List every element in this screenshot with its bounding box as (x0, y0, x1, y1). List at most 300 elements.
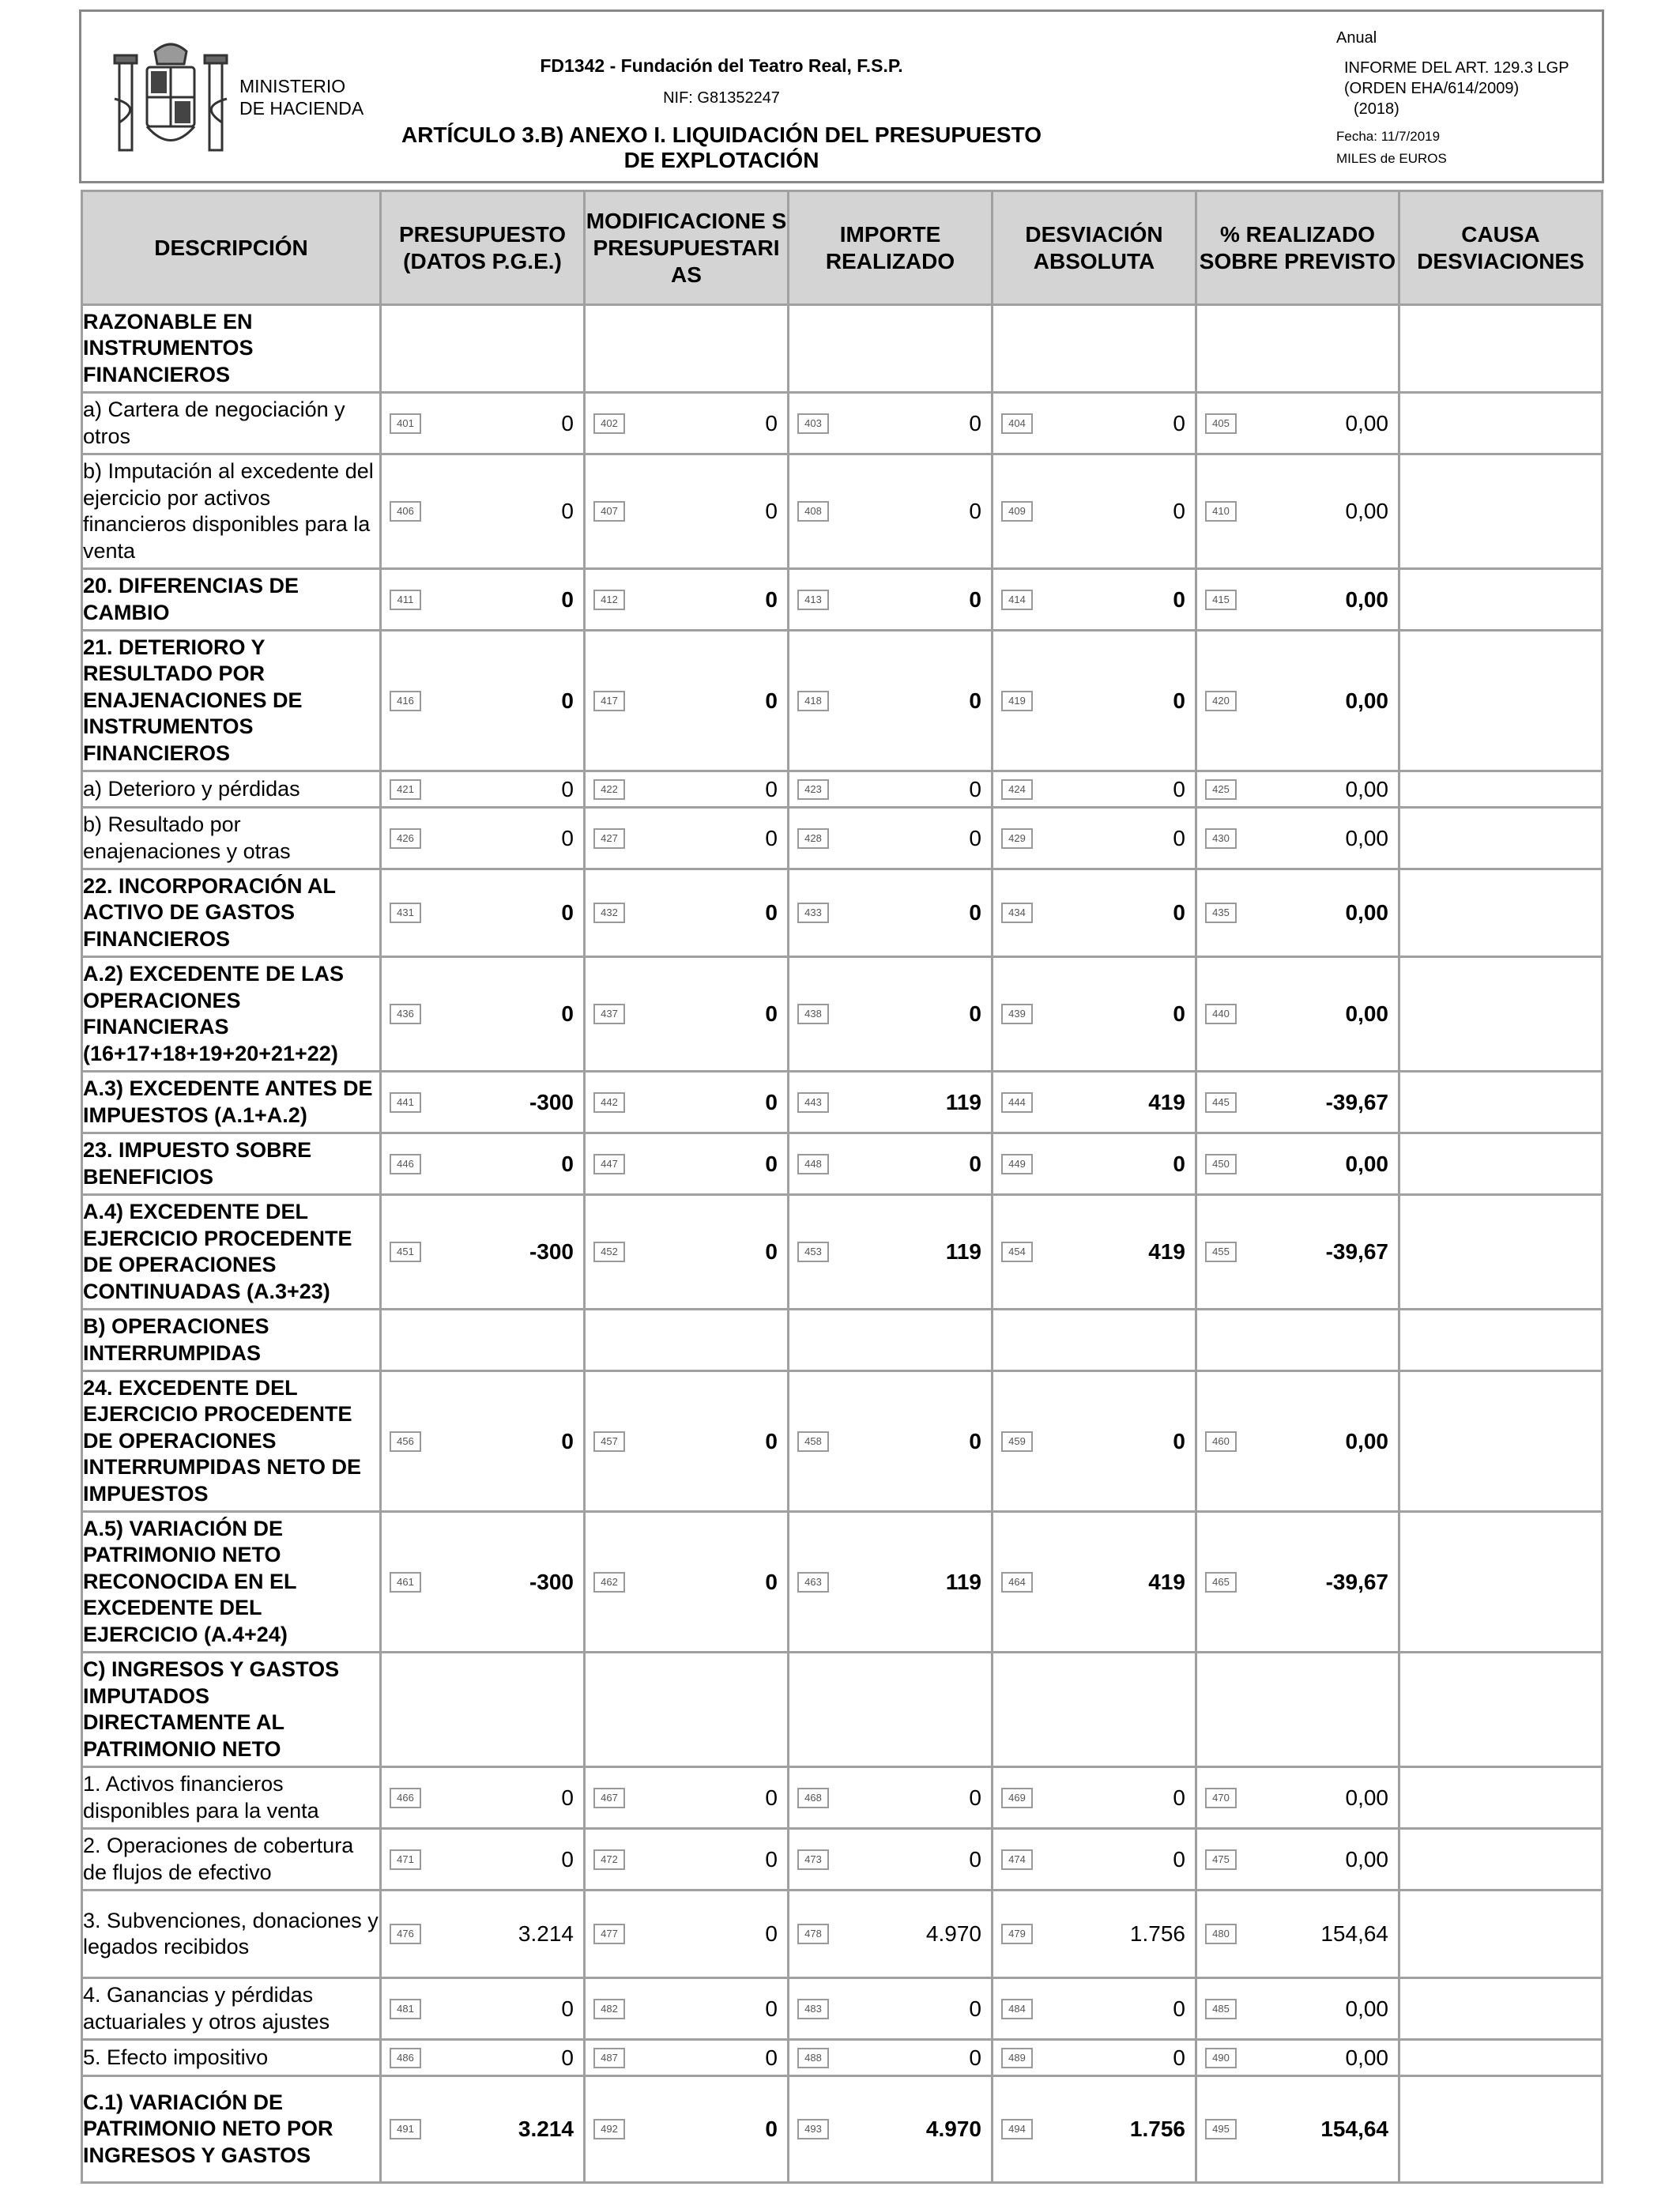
value-cell (993, 1512, 1196, 1653)
value-cell (789, 2040, 993, 2076)
cell-value: 0 (969, 688, 981, 713)
row-description: b) Resultado por enajenaciones y otras (82, 808, 381, 869)
cell-value: 419 (1148, 1089, 1185, 1114)
field-code-box: 438 (797, 1004, 829, 1024)
value-cell (993, 1978, 1196, 2040)
field-code-box: 416 (390, 691, 421, 711)
entity-nif: NIF: G81352247 (663, 89, 780, 107)
col-header-porcentaje: % REALIZADO SOBRE PREVISTO (1196, 191, 1399, 305)
cell-value: 0 (1173, 688, 1185, 713)
cell-value: 0 (561, 900, 574, 925)
table-row (82, 631, 1603, 771)
field-code-box: 436 (390, 1004, 421, 1024)
field-code-box: 467 (593, 1788, 625, 1808)
value-cell (1196, 957, 1399, 1072)
cell-value: 3.214 (518, 2117, 574, 2141)
cell-value: 0 (765, 1569, 778, 1594)
col-header-presupuesto: PRESUPUESTO (DATOS P.G.E.) (381, 191, 585, 305)
field-code-box: 429 (1001, 828, 1033, 849)
field-code-box: 473 (797, 1849, 829, 1870)
field-code-box: 432 (593, 903, 625, 923)
informe-line-2: (ORDEN EHA/614/2009) (1344, 80, 1520, 97)
causa-cell (1399, 1891, 1603, 1978)
report-date: Fecha: 11/7/2019 (1336, 129, 1441, 144)
cell-value: 0 (969, 900, 981, 925)
value-cell (789, 957, 993, 1072)
value-cell (381, 305, 585, 393)
field-code-box: 488 (797, 2048, 829, 2068)
cell-value: 0,00 (1345, 1846, 1388, 1872)
value-cell (381, 1310, 585, 1371)
field-code-box: 414 (1001, 590, 1033, 610)
informe-line-3: (2018) (1354, 100, 1399, 118)
value-cell (585, 1653, 789, 1767)
value-cell (789, 1653, 993, 1767)
col-header-desviacion: DESVIACIÓN ABSOLUTA (993, 191, 1196, 305)
field-code-box: 465 (1205, 1572, 1237, 1593)
cell-value: 0 (765, 1239, 778, 1264)
cell-value: 0 (561, 2045, 574, 2070)
causa-cell (1399, 454, 1603, 569)
field-code-box: 449 (1001, 1154, 1033, 1174)
cell-value: 0 (765, 1089, 778, 1114)
cell-value: 0 (765, 586, 778, 612)
table-row (82, 1310, 1603, 1371)
cell-value: 0,00 (1345, 1785, 1388, 1810)
table-row (82, 808, 1603, 869)
cell-value: 0 (765, 1151, 778, 1176)
value-cell (789, 869, 993, 957)
row-description: 20. DIFERENCIAS DE CAMBIO (82, 569, 381, 631)
value-cell (381, 454, 585, 569)
cell-value: 0 (969, 1428, 981, 1453)
value-cell (1196, 1133, 1399, 1195)
cell-value: -39,67 (1325, 1239, 1388, 1264)
table-row (82, 1072, 1603, 1133)
value-cell (381, 1767, 585, 1829)
field-code-box: 475 (1205, 1849, 1237, 1870)
value-cell (585, 1195, 789, 1310)
causa-cell (1399, 1653, 1603, 1767)
cell-value: 0 (765, 825, 778, 850)
field-code-box: 444 (1001, 1092, 1033, 1113)
cell-value: 0 (765, 1996, 778, 2021)
field-code-box: 479 (1001, 1924, 1033, 1944)
value-cell (381, 1371, 585, 1512)
table-row (82, 454, 1603, 569)
value-cell (1196, 1653, 1399, 1767)
field-code-box: 419 (1001, 691, 1033, 711)
field-code-box: 456 (390, 1431, 421, 1452)
causa-cell (1399, 631, 1603, 771)
cell-value: 0 (969, 410, 981, 435)
value-cell (1196, 1195, 1399, 1310)
row-description: b) Imputación al excedente del ejercicio por activos financieros disponibles para la venta (82, 454, 381, 569)
causa-cell (1399, 569, 1603, 631)
field-code-box: 446 (390, 1154, 421, 1174)
cell-value: 119 (945, 1089, 981, 1114)
cell-value: -39,67 (1325, 1569, 1388, 1594)
value-cell (789, 454, 993, 569)
cell-value: 0 (561, 825, 574, 850)
field-code-box: 410 (1205, 501, 1237, 522)
causa-cell (1399, 771, 1603, 808)
cell-value: 0 (561, 410, 574, 435)
field-code-box: 472 (593, 1849, 625, 1870)
value-cell (789, 771, 993, 808)
value-cell (1196, 2040, 1399, 2076)
field-code-box: 459 (1001, 1431, 1033, 1452)
value-cell (585, 1072, 789, 1133)
causa-cell (1399, 808, 1603, 869)
table-row (82, 1829, 1603, 1891)
cell-value: 0,00 (1345, 1996, 1388, 2021)
row-description: C) INGRESOS Y GASTOS IMPUTADOS DIRECTAMENTE AL PATRIMONIO NETO (82, 1653, 381, 1767)
row-description: 4. Ganancias y pérdidas actuariales y otros ajustes (82, 1978, 381, 2040)
row-description: a) Cartera de negociación y otros (82, 393, 381, 454)
field-code-box: 408 (797, 501, 829, 522)
value-cell (585, 1310, 789, 1371)
value-cell (381, 2040, 585, 2076)
cell-value: 0 (969, 1151, 981, 1176)
row-description: B) OPERACIONES INTERRUMPIDAS (82, 1310, 381, 1371)
table-row (82, 1978, 1603, 2040)
entity-title: FD1342 - Fundación del Teatro Real, F.S.P. (540, 55, 903, 76)
value-cell (993, 771, 1196, 808)
row-description: A.5) VARIACIÓN DE PATRIMONIO NETO RECONOCIDA EN EL EXCEDENTE DEL EJERCICIO (A.4+24) (82, 1512, 381, 1653)
field-code-box: 495 (1205, 2119, 1237, 2139)
ministry-line-1: MINISTERIO (239, 76, 346, 96)
value-cell (585, 1829, 789, 1891)
cell-value: 0 (1173, 499, 1185, 523)
value-cell (1196, 1072, 1399, 1133)
value-cell (993, 957, 1196, 1072)
table-row (82, 869, 1603, 957)
field-code-box: 425 (1205, 779, 1237, 800)
value-cell (1196, 631, 1399, 771)
field-code-box: 481 (390, 1999, 421, 2019)
field-code-box: 492 (593, 2119, 625, 2139)
table-header-row (82, 191, 1603, 305)
cell-value: 0 (561, 1846, 574, 1872)
table-row (82, 1891, 1603, 1978)
cell-value: 0,00 (1345, 499, 1388, 523)
table-row (82, 1653, 1603, 1767)
cell-value: 0 (561, 1001, 574, 1026)
value-cell (381, 1891, 585, 1978)
value-cell (789, 2076, 993, 2183)
field-code-box: 412 (593, 590, 625, 610)
value-cell (1196, 569, 1399, 631)
cell-value: 0,00 (1345, 2045, 1388, 2070)
row-description: 2. Operaciones de cobertura de flujos de efectivo (82, 1829, 381, 1891)
cell-value: 0 (1173, 1846, 1185, 1872)
field-code-box: 417 (593, 691, 625, 711)
field-code-box: 426 (390, 828, 421, 849)
value-cell (789, 1195, 993, 1310)
causa-cell (1399, 1371, 1603, 1512)
field-code-box: 484 (1001, 1999, 1033, 2019)
field-code-box: 406 (390, 501, 421, 522)
value-cell (789, 569, 993, 631)
value-cell (381, 1978, 585, 2040)
causa-cell (1399, 393, 1603, 454)
value-cell (381, 1512, 585, 1653)
value-cell (381, 1829, 585, 1891)
cell-value: 3.214 (518, 1921, 574, 1946)
value-cell (993, 1195, 1196, 1310)
value-cell (789, 631, 993, 771)
value-cell (381, 2076, 585, 2183)
field-code-box: 464 (1001, 1572, 1033, 1593)
value-cell (585, 957, 789, 1072)
field-code-box: 407 (593, 501, 625, 522)
report-article-title: ARTÍCULO 3.B) ANEXO I. LIQUIDACIÓN DEL PRESUPUESTO DE EXPLOTACIÓN (401, 123, 1042, 172)
row-description: 3. Subvenciones, donaciones y legados recibidos (82, 1891, 381, 1978)
value-cell (1196, 808, 1399, 869)
causa-cell (1399, 957, 1603, 1072)
cell-value: 0 (561, 1785, 574, 1810)
table-row (82, 305, 1603, 393)
cell-value: 4.970 (925, 1921, 981, 1946)
field-code-box: 431 (390, 903, 421, 923)
causa-cell (1399, 1072, 1603, 1133)
cell-value: 0,00 (1345, 410, 1388, 435)
informe-line-1: INFORME DEL ART. 129.3 LGP (1344, 59, 1569, 77)
value-cell (381, 957, 585, 1072)
value-cell (993, 2076, 1196, 2183)
cell-value: 0,00 (1345, 1001, 1388, 1026)
cell-value: 119 (945, 1239, 981, 1264)
value-cell (789, 1371, 993, 1512)
field-code-box: 474 (1001, 1849, 1033, 1870)
field-code-box: 448 (797, 1154, 829, 1174)
field-code-box: 455 (1205, 1242, 1237, 1262)
value-cell (585, 393, 789, 454)
field-code-box: 490 (1205, 2048, 1237, 2068)
value-cell (585, 631, 789, 771)
value-cell (381, 1072, 585, 1133)
field-code-box: 452 (593, 1242, 625, 1262)
value-cell (993, 1371, 1196, 1512)
value-cell (1196, 393, 1399, 454)
cell-value: 0 (765, 2045, 778, 2070)
ministry-line-2: DE HACIENDA (239, 98, 364, 119)
cell-value: 0 (1173, 1785, 1185, 1810)
field-code-box: 434 (1001, 903, 1033, 923)
col-header-modificaciones: MODIFICACIONE S PRESUPUESTARI AS (585, 191, 789, 305)
row-description: A.2) EXCEDENTE DE LAS OPERACIONES FINANCIERAS (16+17+18+19+20+21+22) (82, 957, 381, 1072)
row-description: 1. Activos financieros disponibles para la venta (82, 1767, 381, 1829)
cell-value: 0 (1173, 900, 1185, 925)
value-cell (993, 1829, 1196, 1891)
field-code-box: 466 (390, 1788, 421, 1808)
field-code-box: 423 (797, 779, 829, 800)
value-cell (993, 631, 1196, 771)
cell-value: 0 (969, 825, 981, 850)
cell-value: 154,64 (1320, 2117, 1388, 2141)
field-code-box: 460 (1205, 1431, 1237, 1452)
value-cell (585, 1978, 789, 2040)
cell-value: -300 (529, 1239, 574, 1264)
causa-cell (1399, 2076, 1603, 2183)
cell-value: 0 (765, 1428, 778, 1453)
cell-value: 0 (1173, 1001, 1185, 1026)
cell-value: 0,00 (1345, 825, 1388, 850)
field-code-box: 494 (1001, 2119, 1033, 2139)
value-cell (381, 869, 585, 957)
field-code-box: 427 (593, 828, 625, 849)
field-code-box: 451 (390, 1242, 421, 1262)
value-cell (993, 393, 1196, 454)
cell-value: 0 (1173, 825, 1185, 850)
value-cell (1196, 454, 1399, 569)
cell-value: 0,00 (1345, 776, 1388, 801)
col-header-descripcion: DESCRIPCIÓN (82, 191, 381, 305)
value-cell (585, 1767, 789, 1829)
field-code-box: 454 (1001, 1242, 1033, 1262)
causa-cell (1399, 1829, 1603, 1891)
value-cell (585, 569, 789, 631)
cell-value: -300 (529, 1569, 574, 1594)
value-cell (789, 1133, 993, 1195)
value-cell (381, 631, 585, 771)
field-code-box: 461 (390, 1572, 421, 1593)
report-informe (1344, 58, 1569, 119)
value-cell (381, 1133, 585, 1195)
causa-cell (1399, 1310, 1603, 1371)
cell-value: 0 (765, 776, 778, 801)
table-row (82, 569, 1603, 631)
value-cell (789, 1891, 993, 1978)
cell-value: 0 (969, 1996, 981, 2021)
causa-cell (1399, 1767, 1603, 1829)
field-code-box: 422 (593, 779, 625, 800)
cell-value: 0 (969, 2045, 981, 2070)
field-code-box: 405 (1205, 413, 1237, 434)
value-cell (789, 1072, 993, 1133)
col-header-causa: CAUSA DESVIACIONES (1399, 191, 1603, 305)
field-code-box: 482 (593, 1999, 625, 2019)
cell-value: 0,00 (1345, 900, 1388, 925)
value-cell (993, 1310, 1196, 1371)
field-code-box: 483 (797, 1999, 829, 2019)
cell-value: 0 (561, 688, 574, 713)
row-description: A.3) EXCEDENTE ANTES DE IMPUESTOS (A.1+A.2) (82, 1072, 381, 1133)
field-code-box: 413 (797, 590, 829, 610)
value-cell (993, 305, 1196, 393)
cell-value: 0 (969, 1001, 981, 1026)
cell-value: 0 (1173, 2045, 1185, 2070)
value-cell (1196, 1512, 1399, 1653)
row-description: 24. EXCEDENTE DEL EJERCICIO PROCEDENTE DE OPERACIONES INTERRUMPIDAS NETO DE IMPUESTOS (82, 1371, 381, 1512)
value-cell (789, 305, 993, 393)
cell-value: 0 (561, 499, 574, 523)
value-cell (381, 808, 585, 869)
row-description: RAZONABLE EN INSTRUMENTOS FINANCIEROS (82, 305, 381, 393)
causa-cell (1399, 305, 1603, 393)
table-body (82, 305, 1603, 2183)
cell-value: 0 (1173, 1428, 1185, 1453)
cell-value: 0 (969, 1846, 981, 1872)
cell-value: 0,00 (1345, 1428, 1388, 1453)
field-code-box: 457 (593, 1431, 625, 1452)
cell-value: 0 (1173, 1151, 1185, 1176)
cell-value: 0 (561, 1428, 574, 1453)
field-code-box: 418 (797, 691, 829, 711)
ministry-name (239, 75, 363, 119)
field-code-box: 458 (797, 1431, 829, 1452)
row-description: a) Deterioro y pérdidas (82, 771, 381, 808)
row-description: 21. DETERIORO Y RESULTADO POR ENAJENACIONES DE INSTRUMENTOS FINANCIEROS (82, 631, 381, 771)
cell-value: 0 (765, 410, 778, 435)
value-cell (789, 1829, 993, 1891)
causa-cell (1399, 1195, 1603, 1310)
cell-value: -300 (529, 1089, 574, 1114)
field-code-box: 486 (390, 2048, 421, 2068)
report-period: Anual (1336, 29, 1377, 47)
field-code-box: 433 (797, 903, 829, 923)
cell-value: 0 (765, 1921, 778, 1946)
report-header (79, 9, 1604, 183)
field-code-box: 403 (797, 413, 829, 434)
value-cell (993, 1891, 1196, 1978)
field-code-box: 409 (1001, 501, 1033, 522)
value-cell (585, 869, 789, 957)
cell-value: 0 (765, 2117, 778, 2141)
field-code-box: 471 (390, 1849, 421, 1870)
row-description: 22. INCORPORACIÓN AL ACTIVO DE GASTOS FINANCIEROS (82, 869, 381, 957)
cell-value: 0 (969, 776, 981, 801)
cell-value: 1.756 (1129, 1921, 1185, 1946)
field-code-box: 445 (1205, 1092, 1237, 1113)
table-row (82, 2076, 1603, 2183)
cell-value: 0 (765, 688, 778, 713)
field-code-box: 450 (1205, 1154, 1237, 1174)
field-code-box: 439 (1001, 1004, 1033, 1024)
value-cell (993, 869, 1196, 957)
field-code-box: 477 (593, 1924, 625, 1944)
value-cell (381, 393, 585, 454)
cell-value: -39,67 (1325, 1089, 1388, 1114)
value-cell (993, 1133, 1196, 1195)
field-code-box: 485 (1205, 1999, 1237, 2019)
cell-value: 419 (1148, 1239, 1185, 1264)
value-cell (1196, 2076, 1399, 2183)
value-cell (993, 1767, 1196, 1829)
field-code-box: 428 (797, 828, 829, 849)
cell-value: 0 (969, 586, 981, 612)
value-cell (585, 1133, 789, 1195)
value-cell (1196, 869, 1399, 957)
cell-value: 1.756 (1129, 2117, 1185, 2141)
value-cell (585, 454, 789, 569)
table-row (82, 1512, 1603, 1653)
table-row (82, 1767, 1603, 1829)
causa-cell (1399, 1512, 1603, 1653)
table-row (82, 1371, 1603, 1512)
value-cell (1196, 1978, 1399, 2040)
field-code-box: 478 (797, 1924, 829, 1944)
value-cell (1196, 1371, 1399, 1512)
field-code-box: 453 (797, 1242, 829, 1262)
value-cell (993, 2040, 1196, 2076)
value-cell (789, 1978, 993, 2040)
field-code-box: 443 (797, 1092, 829, 1113)
causa-cell (1399, 1133, 1603, 1195)
value-cell (789, 1512, 993, 1653)
field-code-box: 404 (1001, 413, 1033, 434)
